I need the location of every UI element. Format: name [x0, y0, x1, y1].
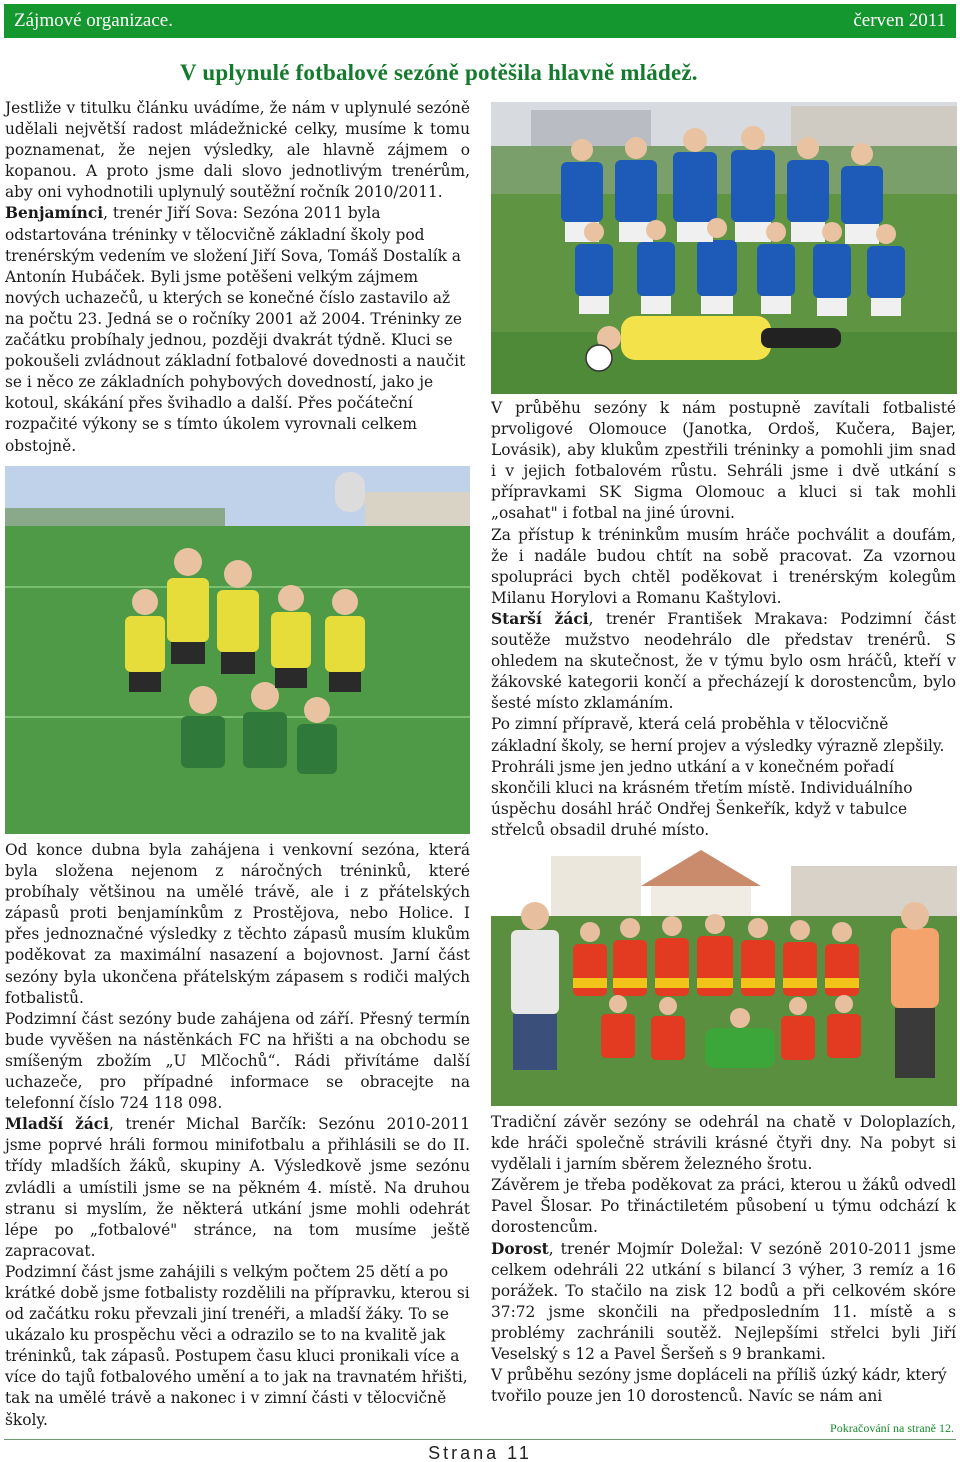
dorost-paragraph — [491, 1239, 956, 1366]
dorost-label: Dorost — [491, 1239, 549, 1258]
autumn-start-paragraph: Podzimní část sezóny bude zahájena od září. Přesný termín bude vyvěšen na nástěnkách FC na hřišti a na obchodu se smíšeným zbožím „U Mlčochů“. Rádi přivítáme další uchazeče, pro případné informace se obracejte na telefonní číslo 724 118 098. — [5, 1009, 470, 1113]
slosar-paragraph: Závěrem je třeba poděkovat za práci, kterou u žáků odvedl Pavel Šlosar. Po třináctiletém působení u týmu odchází k dorostencům. — [491, 1176, 956, 1237]
column-left-top — [5, 98, 470, 457]
column-right-bottom — [491, 1112, 956, 1407]
header-bar — [4, 4, 956, 38]
article-headline: V uplynulé fotbalové sezóně potěšila hlavně mládež. — [180, 60, 698, 85]
photo-team-blue-jerseys — [491, 102, 957, 394]
benjaminci-text: , trenér Jiří Sova: Sezóna 2011 byla odstartována tréninky v tělocvičně základní školy pod trenérským vedením ve složení Jiří Sova, Tomáš Dostalík a Antonín Hubáček. Byli jsme potěšeni velkým zájmem nových uchazečů, u kterých se konečné číslo zastavilo až na počtu 23. Jedná se o ročníky 2001 až 2004. Tréninky ze začátku probíhaly jednou, později dvakrát týdně. Kluci se pokoušeli zvládnout základní fotbalové dovednosti a naučit se i něco ze základních pohybových dovedností, jako je kotoul, skákání přes švihadlo a další. Přes počáteční rozpačité výkony se s tímto úkolem vyrovnali celkem obstojně. — [5, 204, 466, 455]
photo-starsi-zaci-team — [491, 846, 957, 1106]
autumn-squad-paragraph: Podzimní část jsme zahájili s velkým počtem 25 dětí a po krátké době jsme fotbalisty rozdělili na přípravku, kterou si od začátku roku převzali jiní trenéři, a mladší žáky. To se ukázalo ku prospěchu věci a odrazilo se to na kvalitě jak tréninků, tak zápasů. Postupem času kluci pronikali více a více do tajů fotbalového umění a to jak na travnatém hřišti, tak na umělé trávě a nakonec i v zimní části v tělocvičně školy. — [5, 1262, 470, 1429]
starsi-label: Starší žáci — [491, 609, 589, 628]
column-right-middle — [491, 398, 956, 841]
winter-paragraph: Po zimní přípravě, která celá proběhla v tělocvičně základní školy, se herní projev a výsledky výrazně zlepšily. Prohráli jsme jen jedno utkání a v konečném pořadí skončili kluci na krásném třetím místě. Individuálního úspěchu dosáhl hráč Ondřej Šenkeřík, když v tabulce střelců obsadil druhé místo. — [491, 715, 945, 839]
continued-on-page-link: Pokračování na straně 12. — [830, 1421, 954, 1435]
section-title: Zájmové organizace. — [14, 10, 173, 31]
footer-divider — [4, 1439, 956, 1440]
photo-benjaminci-team — [5, 466, 470, 834]
mladsi-label: Mladší žáci — [5, 1115, 110, 1134]
olomouc-visit-paragraph: V průběhu sezóny k nám postupně zavítali fotbalisté prvoligové Olomouce (Janotka, Ordoš, Kučera, Bajer, Lovásik), aby klukům zpestřili tréninky a pomohli jim snad i v jejich fotbalovém růstu. Sehráli jsme i dvě utkání s přípravkami SK Sigma Olomouc a kluci si tak mohli „osahat" i fotbal na jiné úrovni. — [491, 399, 956, 523]
column-left-bottom — [5, 840, 470, 1431]
outdoor-season-paragraph: Od konce dubna byla zahájena i venkovní sezóna, která byla složena nejenom z náročných tréninků, které probíhaly většinou na umělé trávě, ale i z přátelských zápasů proti benjamínkům z Prostějova, nebo Holice. I přes jednoznačné výsledky z těchto zápasů musím klukům poděkovat za maximální nasazení a bojovnost. Jarní část sezóny byla ukončena přátelským zápasem s rodiči malých fotbalistů. — [5, 841, 470, 1007]
season-end-paragraph: Tradiční závěr sezóny se odehrál na chatě v Doloplazích, kde hráči společně strávili krásné čtyři dny. Na pobyt si vydělali i jarním sběrem železného šrotu. — [491, 1113, 956, 1174]
dorost-text: , trenér Mojmír Doležal: V sezóně 2010-2011 jsme celkem odehráli 22 utkání s bilancí 3 výher, 3 remíz a 16 porážek. To stačilo na zisk 12 bodů a při celkovém skóre 37:72 jsme skončili na předposledním 11. místě a s problémy zachránili soutěž. Nejlepšími střelci byli Jiří Veselský s 12 a Pavel Šeršeň s 9 brankami. — [491, 1239, 956, 1364]
thanks-paragraph: Za přístup k tréninkům musím hráče pochválit a doufám, že i nadále budou chtít na sobě pracovat. Za vzornou spolupráci bych chtěl poděkovat i trenérským kolegům Milanu Horylovi a Romanu Kaštylovi. — [491, 525, 956, 607]
issue-date: červen 2011 — [853, 10, 946, 31]
intro-paragraph: Jestliže v titulku článku uvádíme, že nám v uplynulé sezóně udělali největší radost mládežnické celky, musíme k tomu poznamenat, že nejen výsledky, ale hlavně zájmem o kopanou. A proto jsme dali slovo jednotlivým trenérům, aby oni vyhodnotili uplynulý soutěžní ročník 2010/2011. — [5, 99, 470, 202]
mladsi-text: , trenér Michal Barčík: Sezónu 2010-2011 jsme poprvé hráli formou minifotbalu a přihlásili se do II. třídy mladších žáků, skupiny A. Výsledkově jsme sezónu zvládli a umístili jsme se na pěkném 4. místě. Na druhou stranu si myslím, že některá utkání jsme mohli odehrát lépe po „fotbalové" stránce, na tom musíme ještě zapracovat. — [5, 1115, 470, 1260]
starsi-text: , trenér František Mrakava: Podzimní část soutěže mužstvo neodehrálo dle představ trenérů. S ohledem na skutečnost, že v týmu bylo osm hráčů, kteří v žákovské kategorii končí a přecházejí k dorostencům, bylo šesté místo zklamáním. — [491, 609, 956, 713]
page-number: Strana 11 — [428, 1443, 532, 1462]
benjaminci-label: Benjamínci — [5, 204, 104, 223]
mladsi-paragraph — [5, 1114, 470, 1262]
starsi-paragraph — [491, 609, 956, 714]
squad-size-paragraph: V průběhu sezóny jsme dopláceli na příliš úzký kádr, který tvořilo pouze jen 10 dorostenců. Navíc se nám ani — [491, 1366, 947, 1406]
benjaminci-paragraph — [5, 203, 470, 456]
